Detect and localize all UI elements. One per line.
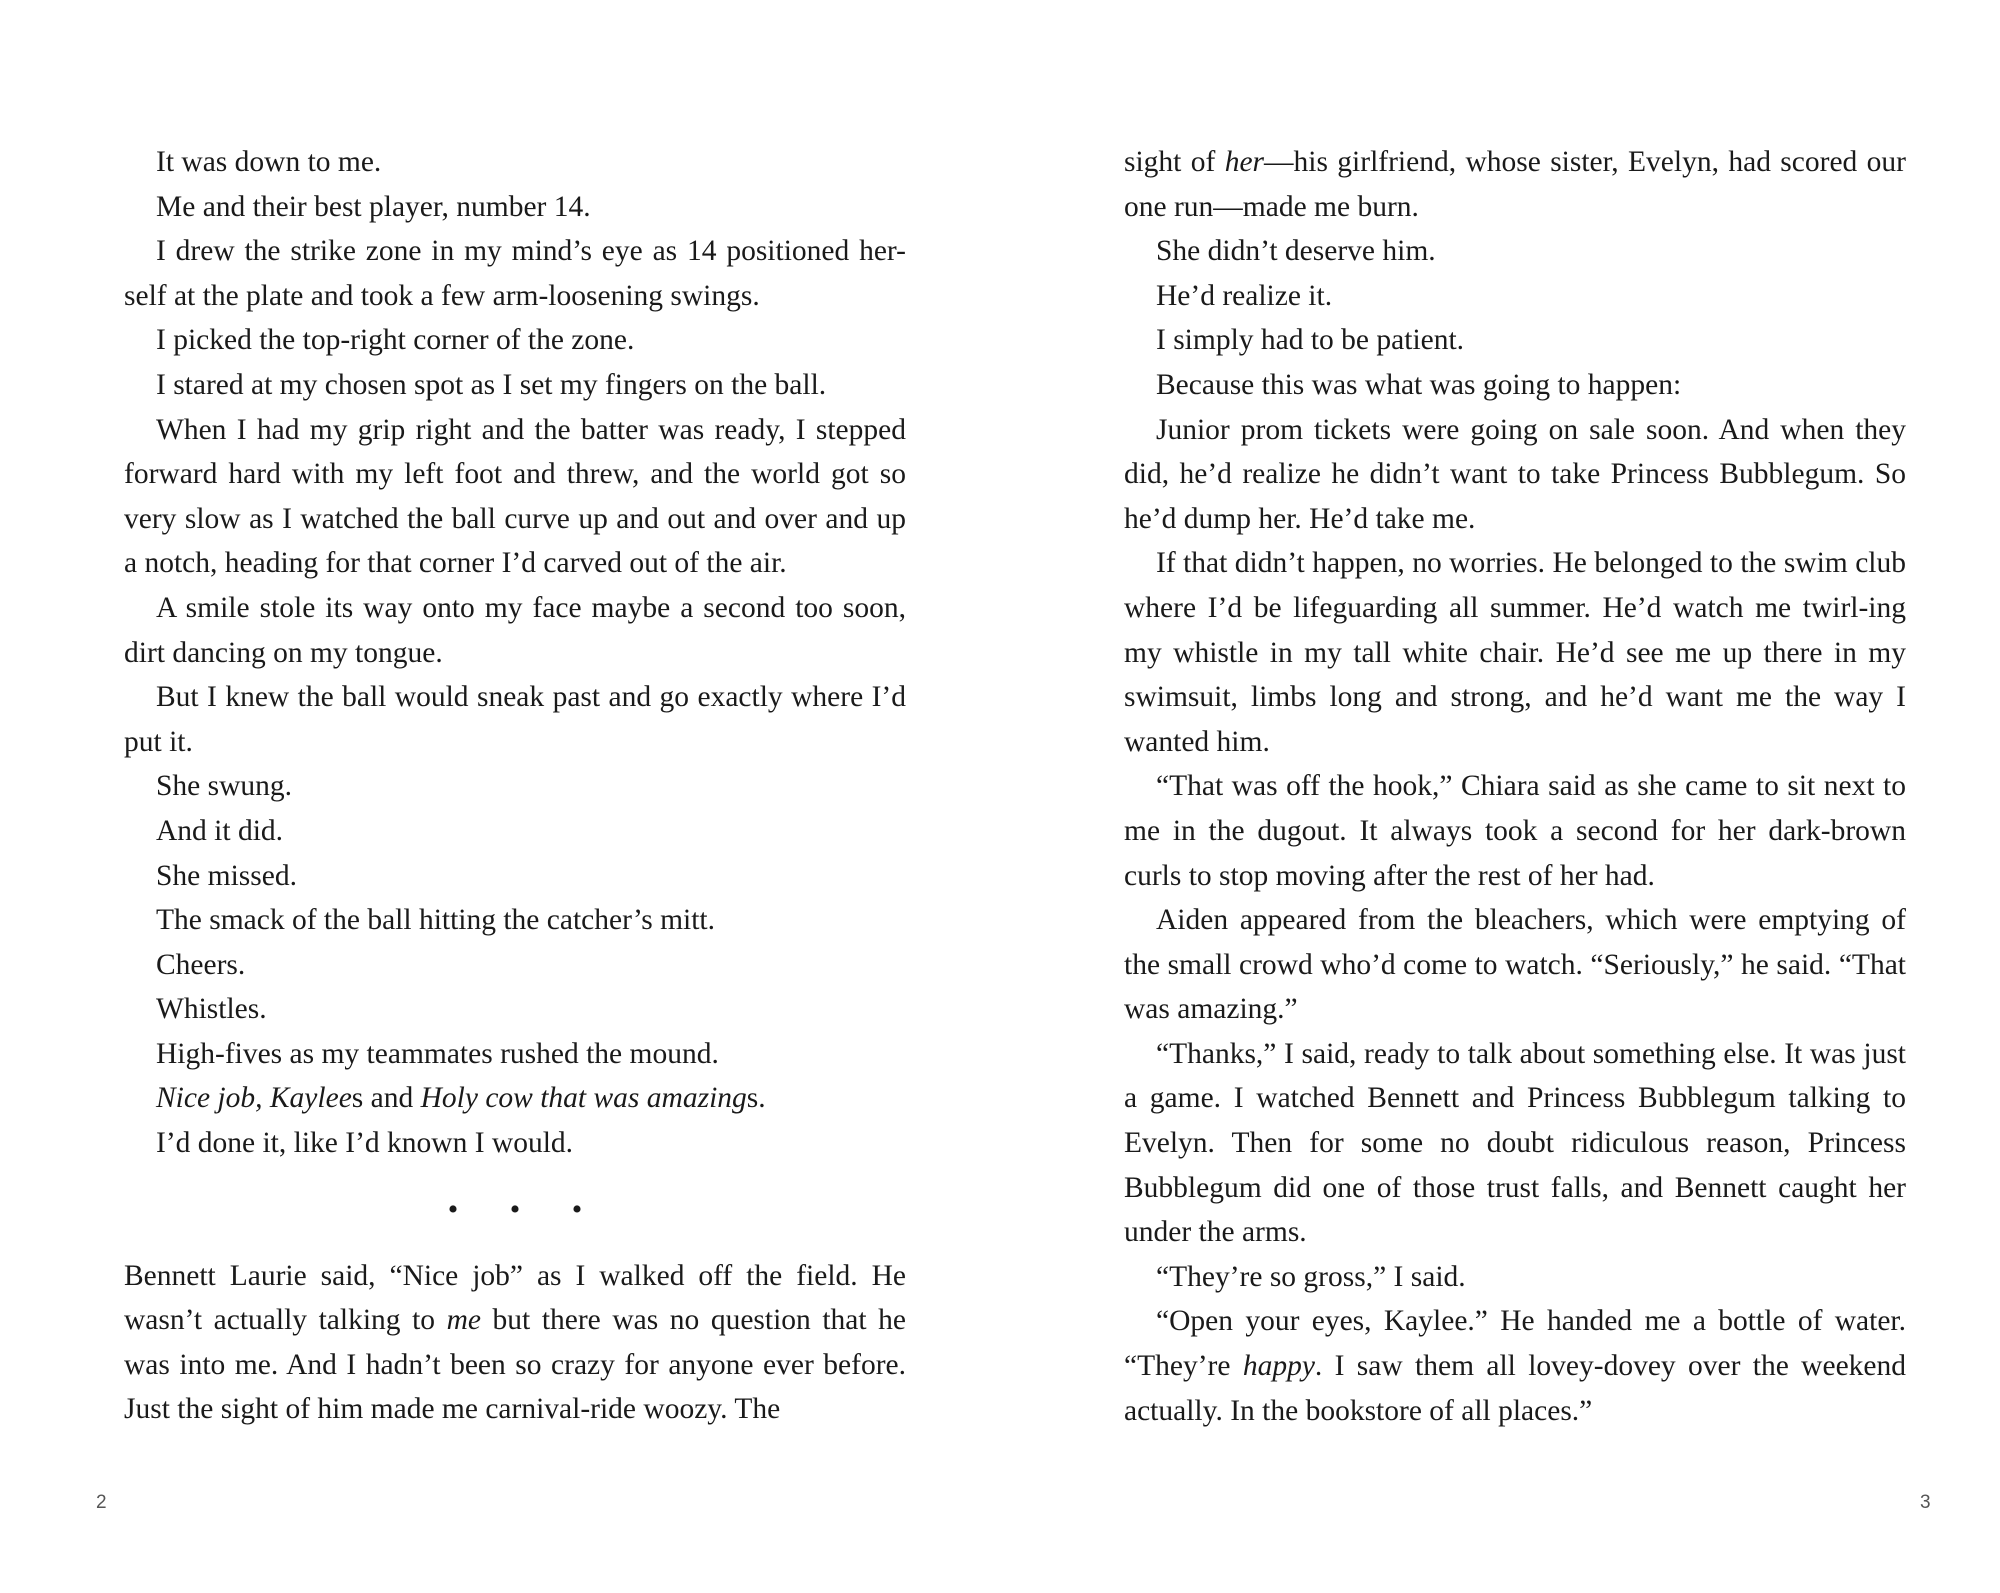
paragraph: I drew the strike zone in my mind’s eye as 14 positioned her-self at the plate and took a few arm-loosening swings. bbox=[124, 235, 906, 312]
paragraph: Because this was what was going to happen: bbox=[1156, 368, 1682, 401]
paragraph-after-break bbox=[124, 1254, 906, 1432]
italic-phrase: happy bbox=[1242, 1350, 1315, 1383]
text-run: —his girlfriend, whose sister, Evelyn, had scored our one run—made me burn. bbox=[1124, 146, 1906, 223]
paragraph: A smile stole its way onto my face maybe a second too soon, dirt dancing on my tongue. bbox=[124, 591, 906, 669]
paragraph: High-fives as my teammates rushed the mound. bbox=[156, 1037, 719, 1070]
text-run: s. bbox=[746, 1082, 766, 1115]
text-run: “Open your eyes, Kaylee.” He handed me a bottle of water. “They’re bbox=[1124, 1305, 1906, 1383]
paragraph: “Thanks,” I said, ready to talk about something else. It was just a game. I watched Bennett and Princess Bubblegum talking to Evelyn. Then for some no doubt ridiculous reason, Princess Bubblegum did one of those trust falls, and Bennett caught her under the arms. bbox=[1124, 1037, 1906, 1249]
text-run: Bennett Laurie said, “Nice job” as I walked off the field. He wasn’t actually talking to bbox=[124, 1259, 906, 1337]
left-page-paragraphs bbox=[124, 140, 906, 1076]
paragraph: I’d done it, like I’d known I would. bbox=[156, 1127, 574, 1160]
paragraph: “They’re so gross,” I said. bbox=[1156, 1260, 1466, 1293]
paragraph: Cheers. bbox=[156, 948, 246, 981]
paragraph: The smack of the ball hitting the catcher’s mitt. bbox=[156, 904, 715, 937]
paragraph: I picked the top-right corner of the zone. bbox=[156, 324, 635, 357]
text-run: sight of bbox=[1124, 146, 1225, 178]
paragraph: It was down to me. bbox=[156, 146, 382, 178]
paragraph: Me and their best player, number 14. bbox=[156, 190, 591, 223]
section-break: • • • bbox=[447, 1192, 605, 1226]
paragraph: I simply had to be patient. bbox=[1156, 324, 1465, 357]
page-number-right: 3 bbox=[1920, 1492, 1931, 1513]
text-run: but there was no question that he was into me. And I hadn’t been so crazy for anyone ever before. Just the sight of him made me carnival-ride woozy. The bbox=[124, 1304, 906, 1426]
paragraph: If that didn’t happen, no worries. He belonged to the swim club where I’d be lifeguarding all summer. He’d watch me twirl-ing my whistle in my tall white chair. He’d see me up there in my swimsuit, limbs long and strong, and he’d want me the way I wanted him. bbox=[1124, 547, 1906, 758]
left-page bbox=[124, 140, 906, 1432]
paragraph: I stared at my chosen spot as I set my fingers on the ball. bbox=[156, 368, 827, 401]
paragraph: “That was off the hook,” Chiara said as she came to sit next to me in the dugout. It always took a second for her dark-brown curls to stop moving after the rest of her had. bbox=[1124, 770, 1906, 892]
right-page-paragraphs bbox=[1124, 229, 1906, 1299]
italic-phrase: her bbox=[1224, 146, 1265, 178]
page-number-left: 2 bbox=[96, 1492, 107, 1513]
text-run: s and bbox=[351, 1082, 421, 1115]
italic-phrase: Holy cow that was amazing bbox=[420, 1082, 747, 1115]
paragraph: But I knew the ball would sneak past and go exactly where I’d put it. bbox=[124, 681, 906, 758]
paragraph: Aiden appeared from the bleachers, which were emptying of the small crowd who’d come to watch. “Seriously,” he said. “That was amazing.” bbox=[1124, 904, 1906, 1026]
paragraph: Junior prom tickets were going on sale soon. And when they did, he’d realize he didn’t want to take Princess Bubblegum. So he’d dump her. He’d take me. bbox=[1124, 413, 1906, 535]
italic-phrase: Nice job, Kaylee bbox=[156, 1082, 352, 1115]
paragraph bbox=[1124, 1299, 1906, 1433]
text-run: . I saw them all lovey-dovey over the weekend actually. In the bookstore of all places.” bbox=[1124, 1350, 1907, 1427]
right-page bbox=[1124, 140, 1906, 1433]
italic-praise-line bbox=[124, 1076, 906, 1121]
paragraph: When I had my grip right and the batter was ready, I stepped forward hard with my left foot and threw, and the world got so very slow as I watched the ball curve up and out and over and up a notch, heading for that corner I’d carved out of the air. bbox=[124, 413, 906, 580]
italic-phrase: me bbox=[446, 1304, 481, 1337]
paragraph: He’d realize it. bbox=[1156, 279, 1333, 312]
paragraph: She missed. bbox=[156, 859, 297, 892]
paragraph: Whistles. bbox=[156, 993, 267, 1026]
paragraph: She didn’t deserve him. bbox=[1156, 235, 1436, 268]
paragraph: And it did. bbox=[156, 814, 284, 847]
paragraph-continued bbox=[1124, 140, 1906, 229]
paragraph: She swung. bbox=[156, 770, 293, 803]
